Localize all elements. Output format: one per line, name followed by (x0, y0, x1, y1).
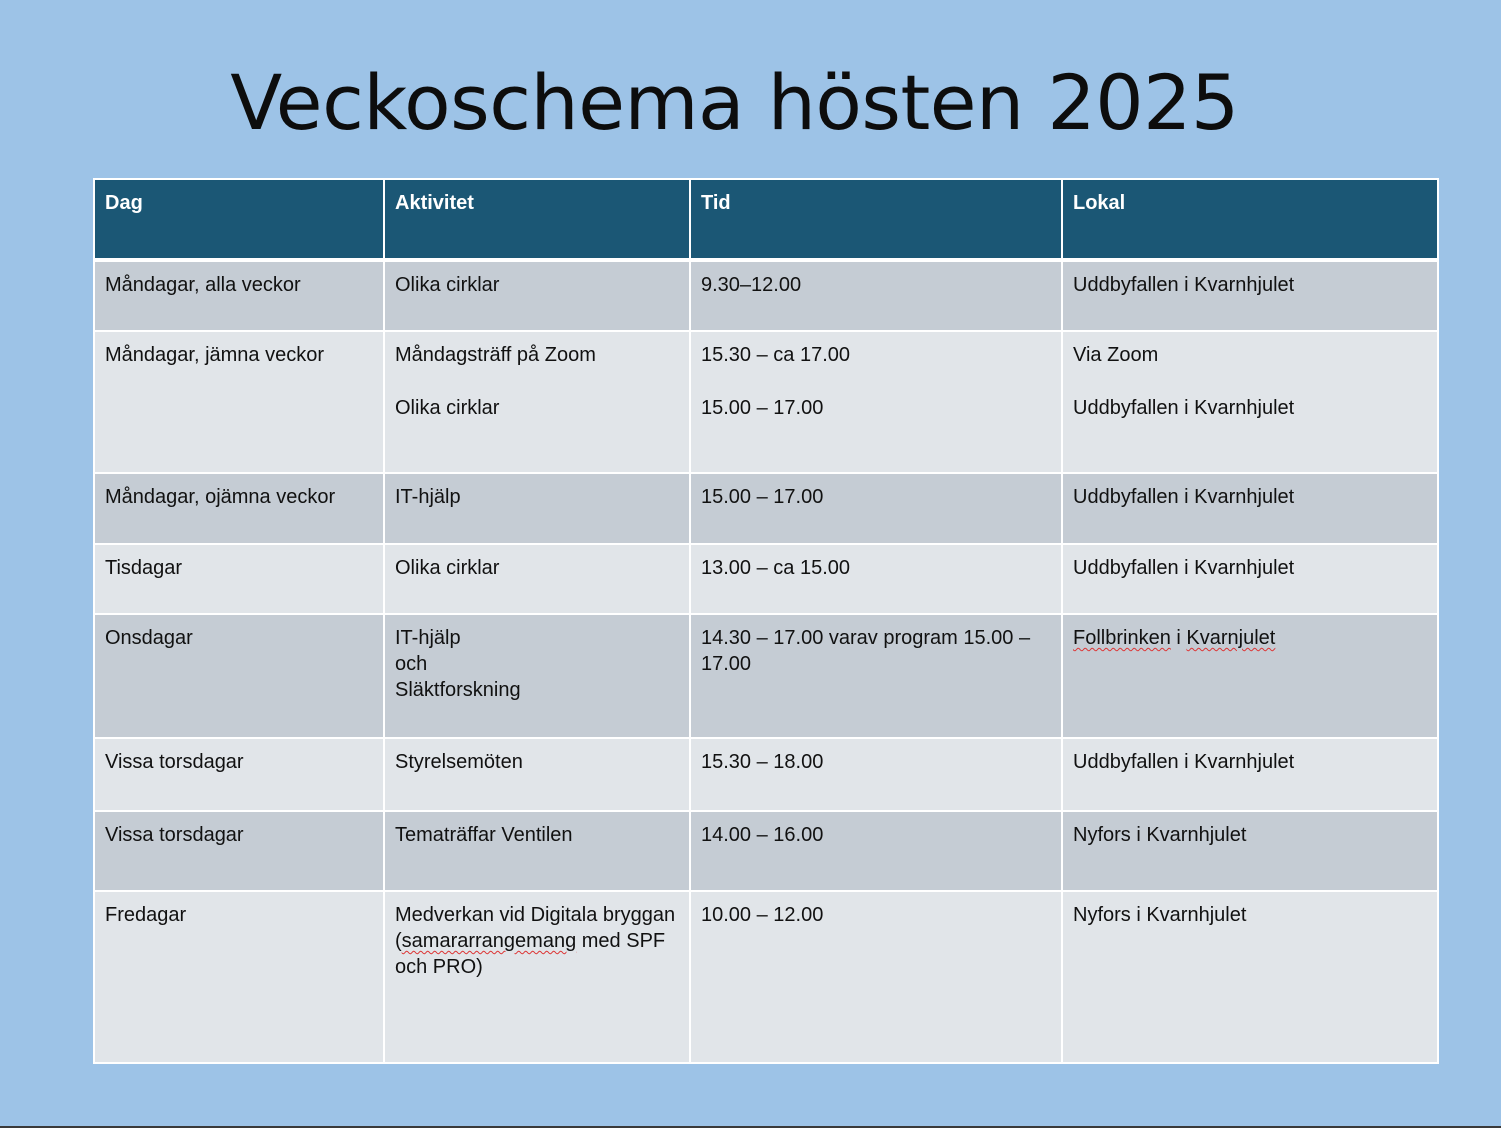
cell-dag: Måndagar, ojämna veckor (94, 473, 384, 544)
cell-tid: 15.00 – 17.00 (690, 473, 1062, 544)
activity-line: Olika cirklar (395, 397, 500, 419)
cell-lokal (1062, 614, 1438, 738)
cell-lokal: Uddbyfallen i Kvarnhjulet (1062, 473, 1438, 544)
cell-dag: Vissa torsdagar (94, 738, 384, 811)
location-part: Kvarnjulet (1186, 627, 1276, 649)
cell-dag: Onsdagar (94, 614, 384, 738)
location-part: i (1170, 627, 1187, 649)
cell-dag: Vissa torsdagar (94, 811, 384, 891)
table-row (94, 544, 1438, 614)
table-header-row (94, 179, 1438, 260)
table-row (94, 811, 1438, 891)
cell-aktivitet: Olika cirklar (384, 544, 690, 614)
cell-dag: Måndagar, jämna veckor (94, 331, 384, 473)
time-line: 15.00 – 17.00 (701, 397, 824, 419)
cell-aktivitet: IT-hjälp (384, 473, 690, 544)
cell-dag: Måndagar, alla veckor (94, 260, 384, 331)
activity-part: Medverkan vid Digitala bryggan ( (395, 904, 676, 952)
activity-line: Måndagsträff på Zoom (395, 344, 596, 366)
cell-aktivitet (384, 891, 690, 1063)
cell-lokal: Uddbyfallen i Kvarnhjulet (1062, 260, 1438, 331)
cell-tid: 9.30–12.00 (690, 260, 1062, 331)
cell-dag: Fredagar (94, 891, 384, 1063)
header-dag: Dag (94, 179, 384, 260)
location-line: Via Zoom (1073, 344, 1159, 366)
header-lokal: Lokal (1062, 179, 1438, 260)
cell-tid: 15.30 – 18.00 (690, 738, 1062, 811)
activity-part: med SPF och PRO) (395, 930, 666, 978)
table-row (94, 738, 1438, 811)
cell-tid: 14.30 – 17.00 varav program 15.00 – 17.00 (690, 614, 1062, 738)
cell-aktivitet (384, 614, 690, 738)
table-row (94, 473, 1438, 544)
cell-dag: Tisdagar (94, 544, 384, 614)
activity-line: Släktforskning (395, 679, 521, 701)
header-aktivitet: Aktivitet (384, 179, 690, 260)
cell-lokal: Nyfors i Kvarnhjulet (1062, 811, 1438, 891)
cell-lokal (1062, 331, 1438, 473)
table-row (94, 614, 1438, 738)
cell-tid (690, 331, 1062, 473)
location-part: Follbrinken (1073, 627, 1171, 649)
cell-lokal: Uddbyfallen i Kvarnhjulet (1062, 544, 1438, 614)
time-line: 15.30 – ca 17.00 (701, 344, 851, 366)
activity-line: IT-hjälp (395, 627, 461, 649)
cell-lokal: Nyfors i Kvarnhjulet (1062, 891, 1438, 1063)
cell-aktivitet (384, 331, 690, 473)
cell-aktivitet: Tematräffar Ventilen (384, 811, 690, 891)
cell-aktivitet: Olika cirklar (384, 260, 690, 331)
page-title: Veckoschema hösten 2025 (230, 58, 1239, 147)
cell-lokal: Uddbyfallen i Kvarnhjulet (1062, 738, 1438, 811)
table-row (94, 891, 1438, 1063)
cell-tid: 14.00 – 16.00 (690, 811, 1062, 891)
cell-aktivitet: Styrelsemöten (384, 738, 690, 811)
location-line: Uddbyfallen i Kvarnhjulet (1073, 397, 1295, 419)
activity-part: samararrangemang (401, 930, 577, 952)
table-row (94, 331, 1438, 473)
table-row (94, 260, 1438, 331)
activity-line: och (395, 653, 428, 675)
cell-tid: 10.00 – 12.00 (690, 891, 1062, 1063)
header-tid: Tid (690, 179, 1062, 260)
cell-tid: 13.00 – ca 15.00 (690, 544, 1062, 614)
schedule-table (93, 178, 1439, 1064)
